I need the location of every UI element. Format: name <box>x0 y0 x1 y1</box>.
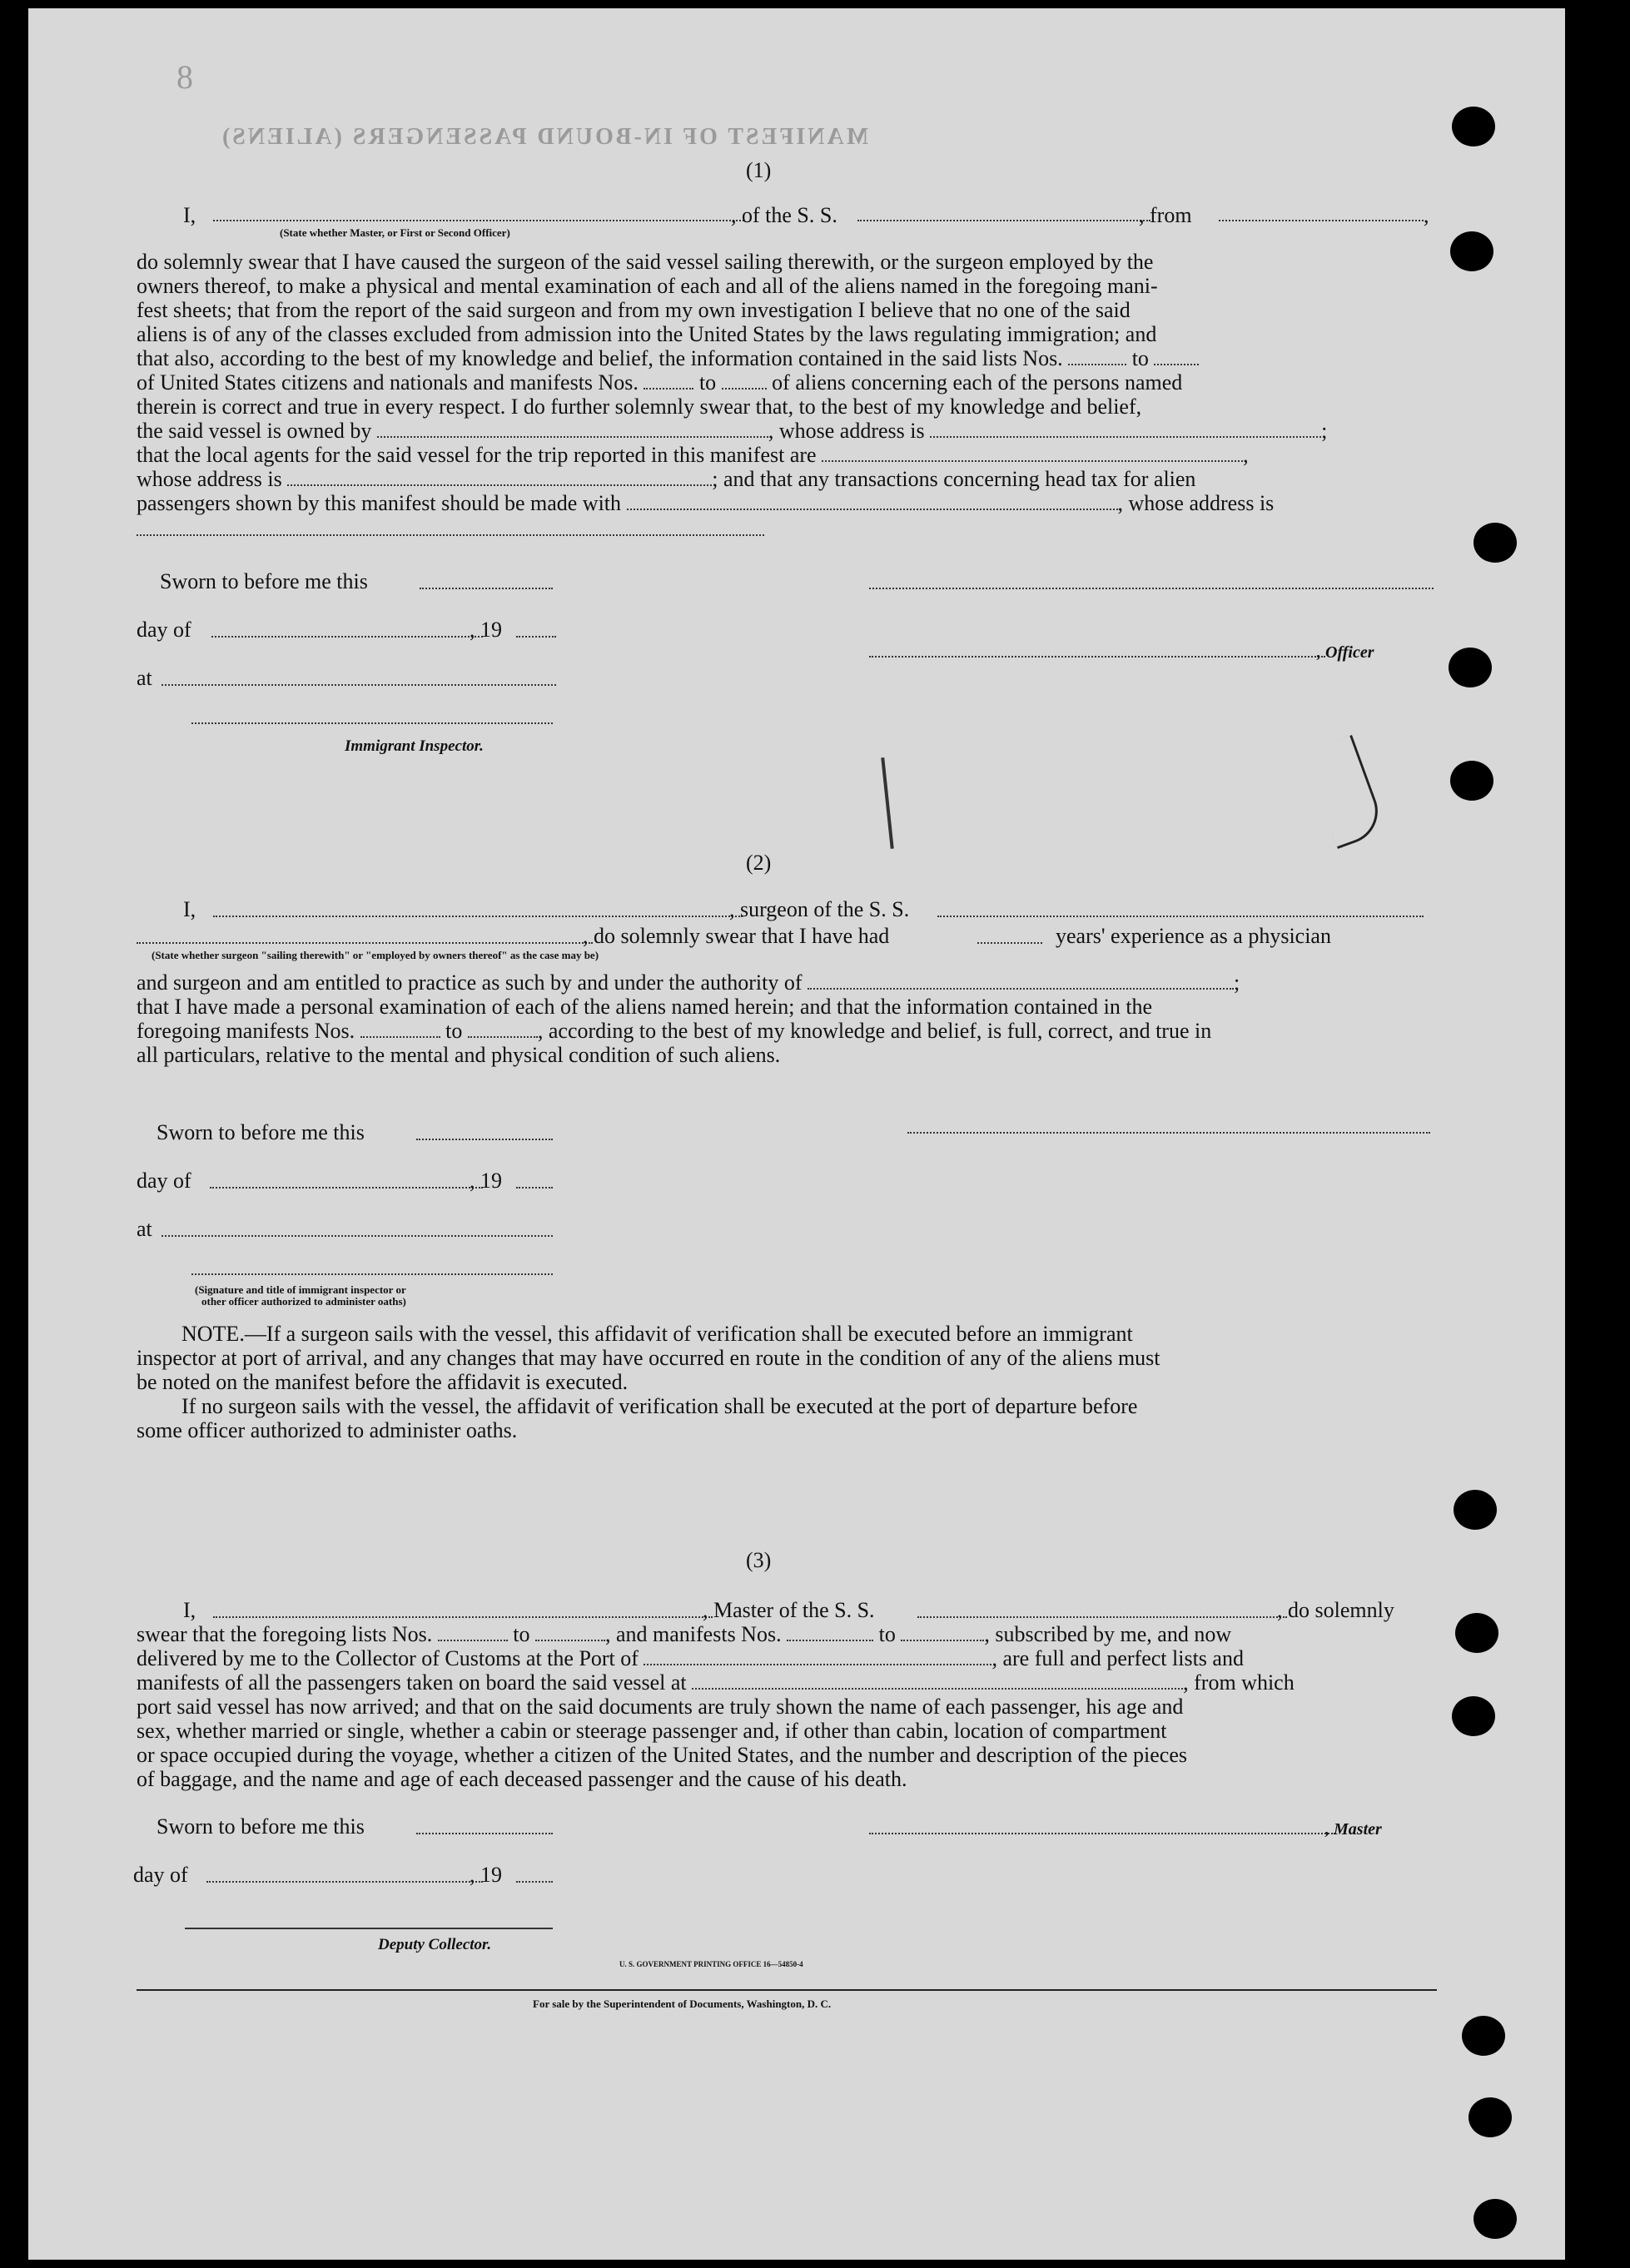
handwritten-checkmark <box>1303 735 1387 849</box>
punch-hole <box>1452 107 1495 146</box>
s1-of-ss: , of the S. S. <box>731 203 837 227</box>
punch-hole <box>1452 1696 1495 1736</box>
s1-agents-address-field[interactable] <box>287 468 712 486</box>
s3-deputy-signature-field[interactable] <box>185 1928 553 1929</box>
footer-rule <box>137 1989 1437 1991</box>
s1-year-label: , 19 <box>470 618 502 642</box>
s1-line: that also, according to the best of my knowledge and belief, the information contained in the said lists Nos. to <box>137 346 1435 370</box>
s2-line: all particulars, relative to the mental and physical condition of such aliens. <box>137 1043 781 1067</box>
s1-inspector-signature-field[interactable] <box>191 722 553 724</box>
s1-line: aliens is of any of the classes excluded from admission into the United States by the laws regulating immigration; and <box>137 322 1157 346</box>
s2-signature-field[interactable] <box>907 1132 1430 1134</box>
s1-inspector-label: Immigrant Inspector. <box>345 737 484 755</box>
s2-sig-caption-2: other officer authorized to administer oaths) <box>201 1295 406 1308</box>
section-3-number: (3) <box>746 1548 772 1572</box>
s1-year-field[interactable] <box>516 636 556 638</box>
s1-line: the said vessel is owned by , whose address is ; <box>137 419 1328 443</box>
s2-sworn-field[interactable] <box>416 1139 553 1140</box>
s3-do-solemnly: , do solemnly <box>1277 1598 1394 1622</box>
s3-sworn-label: Sworn to before me this <box>157 1814 365 1839</box>
s1-vessel-field[interactable] <box>857 220 1150 221</box>
s1-manifest-to-field[interactable] <box>722 371 767 390</box>
s2-manifest-from-field[interactable] <box>360 1020 440 1038</box>
s3-line: sex, whether married or single, whether a cabin or steerage passenger and, if other than cabin, location of compartment <box>137 1719 1167 1743</box>
note-line: some officer authorized to administer oaths. <box>137 1418 518 1442</box>
s1-from: , from <box>1139 203 1192 227</box>
s1-line: passengers shown by this manifest should be made with , whose address is <box>137 491 1275 515</box>
page-number: 8 <box>176 58 193 96</box>
s1-officer-title-field[interactable] <box>869 656 1325 658</box>
s3-i: I, <box>183 1598 196 1622</box>
s3-vessel-field[interactable] <box>917 1616 1287 1618</box>
s1-line: whose address is ; and that any transactions concerning head tax for alien <box>137 467 1196 491</box>
s3-sworn-field[interactable] <box>416 1833 553 1834</box>
s3-line: of baggage, and the name and age of each deceased passenger and the cause of his death. <box>137 1767 907 1791</box>
s1-line: do solemnly swear that I have caused the surgeon of the said vessel sailing therewith, or the surgeon employed by the <box>137 250 1154 274</box>
s3-manifests-from-field[interactable] <box>787 1623 873 1641</box>
s1-day-field[interactable] <box>211 636 483 638</box>
s1-sworn-field[interactable] <box>420 588 553 589</box>
s1-officer-field[interactable] <box>213 220 744 221</box>
section-2-number: (2) <box>746 851 772 875</box>
note-line: be noted on the manifest before the affidavit is executed. <box>137 1370 629 1394</box>
s1-line: that the local agents for the said vessel for the trip reported in this manifest are , <box>137 443 1249 467</box>
s3-line: or space occupied during the voyage, whether a citizen of the United States, and the number and description of the pieces <box>137 1743 1188 1767</box>
punch-hole <box>1473 2199 1517 2239</box>
s1-i: I, <box>183 203 196 227</box>
document-page <box>28 8 1565 2260</box>
section-1-number: (1) <box>746 158 772 182</box>
s3-master-of-ss: , Master of the S. S. <box>703 1598 875 1622</box>
s3-lists-from-field[interactable] <box>438 1623 508 1641</box>
punch-hole <box>1462 2016 1505 2056</box>
s1-officer-label: , Officer <box>1317 643 1374 662</box>
s2-at-label: at <box>137 1217 152 1241</box>
bleed-through-title: MANIFEST OF IN-BOUND PASSENGERS (ALIENS) <box>220 124 869 150</box>
s1-head-tax-address-field[interactable] <box>137 534 764 536</box>
s1-line: of United States citizens and nationals and manifests Nos. to of aliens concerning each of the persons named <box>137 370 1183 395</box>
s2-vessel-field[interactable] <box>937 916 1424 917</box>
punch-hole <box>1473 523 1517 563</box>
s3-line: port said vessel has now arrived; and that on the said documents are truly shown the name of each passenger, his age and <box>137 1695 1184 1719</box>
s3-deputy-label: Deputy Collector. <box>378 1936 492 1953</box>
note-line: inspector at port of arrival, and any changes that may have occurred en route in the condition of any of the aliens must <box>137 1346 1160 1370</box>
s1-line: therein is correct and true in every respect. I do further solemnly swear that, to the best of my knowledge and belief, <box>137 395 1142 419</box>
s1-owner-address-field[interactable] <box>930 419 1321 438</box>
s2-manifest-to-field[interactable] <box>468 1020 538 1038</box>
s1-agents-field[interactable] <box>822 444 1243 462</box>
s3-master-label: , Master <box>1325 1820 1382 1839</box>
s2-surgeon-name-field[interactable] <box>213 916 743 917</box>
printing-office: U. S. GOVERNMENT PRINTING OFFICE 16—54850-4 <box>619 1960 803 1968</box>
s2-line: that I have made a personal examination of each of the aliens named herein; and that the information contained in the <box>137 995 1153 1019</box>
s1-lists-to-field[interactable] <box>1154 347 1199 365</box>
s1-officer-signature-field[interactable] <box>869 588 1434 589</box>
s2-sworn-label: Sworn to before me this <box>157 1120 365 1144</box>
s3-vessel-at-line: manifests of all the passengers taken on board the said vessel at , from which <box>137 1670 1295 1695</box>
s3-departure-port-field[interactable] <box>692 1671 1183 1690</box>
s1-line: fest sheets; that from the report of the said surgeon and from my own investigation I believe that no one of the said <box>137 298 1131 322</box>
s3-lists-line: swear that the foregoing lists Nos. to , and manifests Nos. to , subscribed by me, and now <box>137 1622 1232 1646</box>
s2-day-of-label: day of <box>137 1169 191 1193</box>
s2-manifests-line: foregoing manifests Nos. to , according to the best of my knowledge and belief, is full, correct, and true in <box>137 1019 1212 1043</box>
s1-sworn-label: Sworn to before me this <box>160 569 368 593</box>
s2-day-field[interactable] <box>210 1187 483 1189</box>
s2-authority-line: and surgeon and am entitled to practice as such by and under the authority of ; <box>137 970 1240 995</box>
s3-port-field[interactable] <box>644 1647 991 1665</box>
s2-year-label: , 19 <box>470 1169 502 1193</box>
punch-hole <box>1450 761 1493 801</box>
s1-lists-from-field[interactable] <box>1068 347 1126 365</box>
s1-day-of-label: day of <box>137 618 191 642</box>
s3-master-signature-field[interactable] <box>869 1833 1335 1834</box>
punch-hole <box>1449 648 1492 687</box>
s2-inspector-signature-field[interactable] <box>191 1273 553 1275</box>
sale-notice: For sale by the Superintendent of Documents, Washington, D. C. <box>533 1998 832 2010</box>
s1-caption: (State whether Master, or First or Second Officer) <box>280 226 510 239</box>
s2-surgeon-of-ss: , surgeon of the S. S. <box>729 897 910 921</box>
s2-surgeon-status-field[interactable] <box>137 942 593 944</box>
s2-caption: (State whether surgeon "sailing therewith" or "employed by owners thereof" as the case may be) <box>152 949 599 961</box>
s1-owner-field[interactable] <box>377 419 768 438</box>
s1-from-field[interactable] <box>1219 220 1424 221</box>
s1-at-field[interactable] <box>162 684 556 686</box>
note-line: If no surgeon sails with the vessel, the affidavit of verification shall be executed at the port of departure before <box>181 1394 1138 1418</box>
s3-day-field[interactable] <box>206 1881 483 1883</box>
s2-at-field[interactable] <box>162 1235 553 1237</box>
punch-hole <box>1468 2097 1512 2137</box>
s2-swear: , do solemnly swear that I have had <box>583 924 890 948</box>
s2-sig-caption-1: (Signature and title of immigrant inspector or <box>195 1283 406 1296</box>
s1-manifest-from-field[interactable] <box>644 371 693 390</box>
s2-authority-field[interactable] <box>808 971 1234 990</box>
s3-body <box>137 1695 1435 1791</box>
punch-hole <box>1450 231 1493 271</box>
s1-head-tax-field[interactable] <box>627 492 1118 510</box>
s2-years-label: years' experience as a physician <box>1056 924 1331 948</box>
s1-comma: , <box>1424 203 1429 227</box>
s3-lists-to-field[interactable] <box>535 1623 605 1641</box>
note-line: NOTE.—If a surgeon sails with the vessel, this affidavit of verification shall be executed before an immigrant <box>181 1322 1133 1346</box>
punch-hole <box>1454 1490 1497 1530</box>
s1-line: owners thereof, to make a physical and mental examination of each and all of the aliens named in the foregoing mani- <box>137 274 1158 298</box>
handwritten-mark <box>881 757 893 849</box>
s1-body <box>137 250 1435 515</box>
s3-year-field[interactable] <box>516 1881 553 1883</box>
s1-at-label: at <box>137 666 152 690</box>
s2-i: I, <box>183 897 196 921</box>
s3-manifests-to-field[interactable] <box>901 1623 984 1641</box>
s3-master-name-field[interactable] <box>213 1616 713 1618</box>
s2-year-field[interactable] <box>516 1187 553 1189</box>
s3-port-line: delivered by me to the Collector of Customs at the Port of , are full and perfect lists and <box>137 1646 1244 1670</box>
punch-hole <box>1455 1613 1498 1653</box>
s3-day-of-label: day of <box>133 1863 188 1887</box>
s2-years-field[interactable] <box>977 942 1042 944</box>
s3-year-label: , 19 <box>470 1863 502 1887</box>
